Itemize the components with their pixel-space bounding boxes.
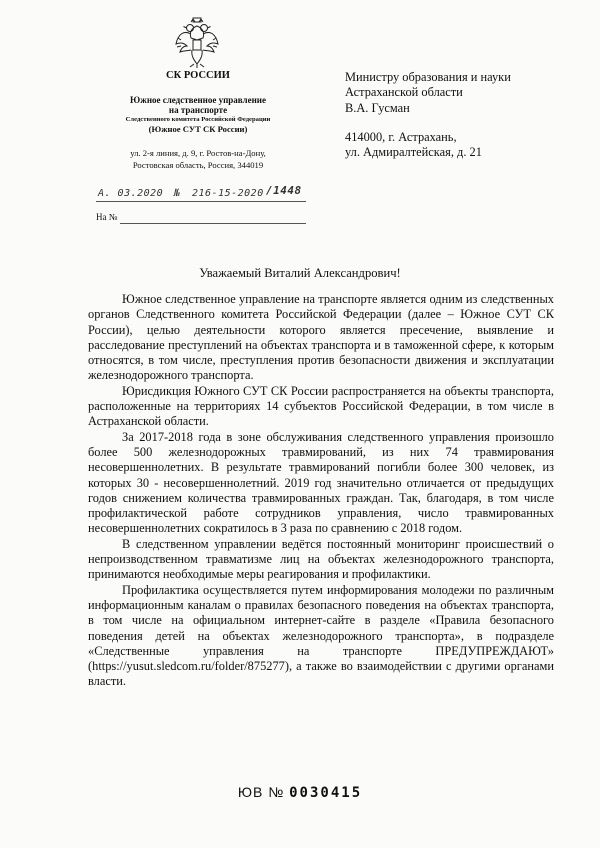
sender-org-name: Южное следственное управление (130, 94, 266, 105)
paragraph: Юрисдикция Южного СУТ СК России распространяется на объекты транспорта, расположенные на территориях 14 субъектов Российской Федерации, в том числе в Астраханской области. (88, 383, 554, 429)
paragraph: Южное следственное управление на транспорте является одним из следственных органов Следственного комитета Российской Федерации (далее – Южное СУТ СК России), целью деятельности которого является пресечение, выявление и расследование преступлений на объектах транспорта и в таможенной сфере, к которым относятся, в том числе, преступления против безопасности движения и эксплуатации железнодорожного транспорта. (88, 292, 554, 383)
reply-to-label: На № (96, 212, 118, 222)
registration-number-sign: № (174, 188, 181, 199)
form-serial-number (0, 784, 600, 801)
recipient-city: 414000, г. Астрахань, (345, 129, 457, 144)
paragraph: За 2017-2018 года в зоне обслуживания следственного управления произошло более 500 железнодорожных травмирований, из них 74 травмирования несовершеннолетних. В результате травмирований погибли более 300 человек, из которых 30 - несовершеннолетний. 2019 год значительно отличается от предыдущих годов снижением количества травмированных граждан. Так, благодаря, в том числе профилактической работе сотрудников управления, число травмированных несовершеннолетних сократилось в 3 раза по сравнению с 2018 годом. (88, 429, 554, 536)
registration-number-suffix: /1448 (266, 184, 302, 197)
registration-date: А. 03.2020 (98, 188, 164, 199)
greeting: Уважаемый Виталий Александрович! (199, 266, 401, 280)
letter-body (88, 292, 554, 690)
sender-block (96, 70, 300, 172)
double-headed-eagle-emblem-icon (174, 16, 220, 68)
recipient-name: В.А. Гусман (345, 101, 410, 116)
sender-org-parent: Следственного комитета Российской Федерации (125, 116, 271, 124)
recipient-street: ул. Адмиралтейская, д. 21 (345, 144, 482, 159)
form-serial-prefix: ЮВ № (237, 784, 285, 800)
sender-org-short: СК РОССИИ (166, 70, 230, 81)
sender-org-name-cont: на транспорте (168, 105, 228, 116)
sender-address-street: ул. 2-я линия, д. 9, г. Ростов-на-Дону, (130, 148, 266, 159)
recipient-block (345, 70, 585, 159)
recipient-title: Министру образования и науки (345, 70, 511, 84)
registration-number: 216-15-2020 (192, 188, 264, 199)
sender-address-city: Ростовская область, Россия, 344019 (132, 160, 264, 170)
form-serial-value: 0030415 (289, 785, 363, 801)
registration-line (96, 186, 306, 204)
reply-to-line (96, 212, 306, 222)
paragraph: Профилактика осуществляется путем информирования молодежи по различным информационным каналам о правилах безопасного поведения на объектах транспорта, в том числе на официальном интернет-сайте в разделе «Правила безопасного поведения детей на объектах железнодорожного транспорта», в подразделе «Следственные управления на транспорте ПРЕДУПРЕЖДАЮТ» (https://yusut.sledcom.ru/folder/875277), а также во взаимодействии с другими органами власти. (88, 582, 554, 689)
sender-org-abbrev: (Южное СУТ СК России) (148, 124, 248, 135)
paragraph: В следственном управлении ведётся постоянный мониторинг происшествий о непроизводственном травматизме лиц на объектах железнодорожного транспорта, принимаются необходимые меры реагирования и профилактики. (88, 536, 554, 582)
recipient-region: Астраханской области (345, 84, 463, 99)
